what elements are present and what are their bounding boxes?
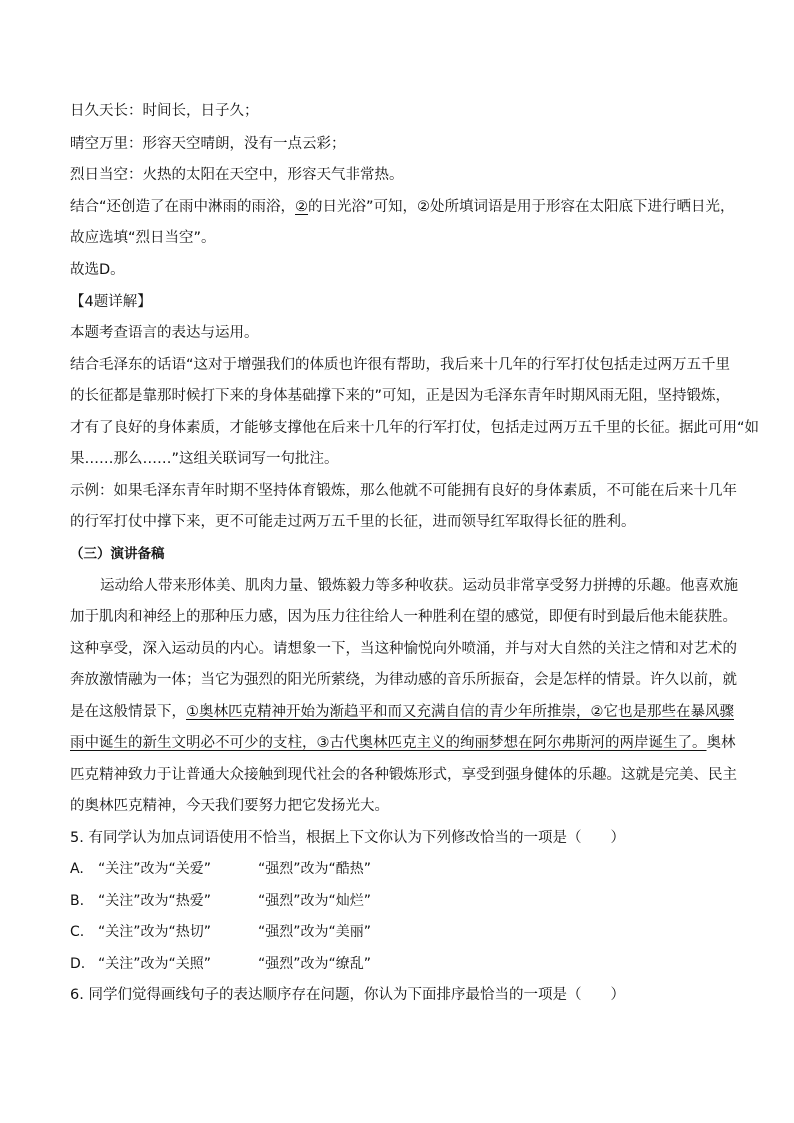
- option-letter: B.: [70, 893, 85, 909]
- passage-line-7: 匹克精神致力于让普通大众接触到现代社会的各种锻炼形式，享受到强身健体的乐趣。这就是完美、民主: [70, 767, 737, 783]
- q3-explanation-line-1: [70, 197, 735, 217]
- definition-3: 烈日当空：火热的太阳在天空中，形容天气非常热。: [70, 167, 404, 183]
- q4-line-3: 的长征都是靠那时候打下来的身体基础撑下来的”可知，正是因为毛泽东青年时期风雨无阻，坚持锻炼，: [70, 388, 731, 404]
- passage-line-3: 这种享受，深入运动员的内心。请想象一下，当这种愉悦向外喷涌，并与对大自然的关注之情和对艺术的: [70, 641, 737, 657]
- definition-2: 晴空万里：形容天空晴朗，没有一点云彩；: [70, 136, 346, 152]
- passage-line-8: 的奥林匹克精神，今天我们要努力把它发扬光大。: [70, 798, 389, 814]
- q4-line-6: 示例：如果毛泽东青年时期不坚持体育锻炼，那么他就不可能拥有良好的身体素质，不可能在后来十几年: [70, 483, 737, 499]
- q4-heading: 【4题详解】: [70, 294, 152, 310]
- passage-line-1: 运动给人带来形体美、肌肉力量、锻炼毅力等多种收获。运动员非常享受努力拼搏的乐趣。他喜欢施: [100, 578, 738, 594]
- q5-option-b: [70, 891, 371, 911]
- underlined-sentence-part-2: 雨中诞生的新生文明必不可少的支柱，③古代奥林匹克主义的绚丽梦想在阿尔弗斯河的两岸诞生了。: [70, 735, 707, 751]
- q3-explanation-pre: 结合“还创造了在雨中淋雨的雨浴，: [70, 199, 296, 215]
- option-letter: C.: [70, 924, 85, 940]
- q4-line-7: 的行军打仗中撑下来，更不可能走过两万五千里的长征，进而领导红军取得长征的胜利。: [70, 514, 636, 530]
- q3-answer: 故选D。: [70, 262, 125, 278]
- passage-line-4: 奔放激情融为一体；当它为强烈的阳光所萦绕，为律动感的音乐所振奋，会是怎样的情景。许久以前，就: [70, 672, 737, 688]
- passage-line-2: 加于肌肉和神经上的那种压力感，因为压力往往给人一种胜利在望的感觉，即便有时到最后他未能获胜。: [70, 609, 737, 625]
- q4-line-2: 结合毛泽东的话语“这对于增强我们的体质也许很有帮助，我后来十几年的行军打仗包括走过两万五千里: [70, 357, 731, 373]
- option-letter: A.: [70, 861, 84, 877]
- q4-line-4: 才有了良好的身体素质，才能够支撑他在后来十几年的行军打仗，包括走过两万五千里的长征。据此可用“如: [70, 420, 760, 436]
- option-first-change: “关注”改为“关爱”: [98, 861, 212, 877]
- q5-option-c: [70, 922, 371, 942]
- definition-1: 日久天长：时间长，日子久；: [70, 103, 259, 119]
- option-second-change: “强烈”改为“美丽”: [258, 924, 372, 940]
- passage-line-5: [70, 702, 735, 722]
- underlined-sentence-part-1: ①奥林匹克精神开始为渐趋平和而又充满自信的青少年所推崇，②它也是那些在暴风骤: [186, 704, 734, 720]
- q4-line-5: 果……那么……”这组关联词写一句批注。: [70, 451, 339, 467]
- passage-line-6-post: 奥林: [706, 735, 736, 751]
- option-letter: D.: [70, 956, 86, 972]
- q5-option-d: [70, 954, 371, 974]
- q5-stem: 5. 有同学认为加点词语使用不恰当，根据上下文你认为下列修改恰当的一项是（ ）: [70, 830, 625, 846]
- passage-line-6: [70, 733, 735, 753]
- q5-option-a: [70, 859, 371, 879]
- option-first-change: “关注”改为“热切”: [98, 924, 212, 940]
- q3-explanation-line-2: 故应选填“烈日当空”。: [70, 230, 216, 246]
- passage-line-5-pre: 是在这般情景下，: [70, 704, 186, 720]
- option-first-change: “关注”改为“热爱”: [98, 893, 212, 909]
- q4-line-1: 本题考查语言的表达与运用。: [70, 325, 259, 341]
- option-first-change: “关注”改为“关照”: [98, 956, 212, 972]
- q3-explanation-post: 的日光浴”可知，②处所填词语是用于形容在太阳底下进行晒日光，: [308, 199, 735, 215]
- section-title: （三）演讲备稿: [70, 546, 165, 562]
- option-second-change: “强烈”改为“酷热”: [258, 861, 372, 877]
- option-second-change: “强烈”改为“缭乱”: [258, 956, 372, 972]
- q6-stem: 6. 同学们觉得画线句子的表达顺序存在问题，你认为下面排序最恰当的一项是（ ）: [70, 987, 625, 1003]
- q3-blank-marker: ②: [295, 199, 309, 215]
- option-second-change: “强烈”改为“灿烂”: [258, 893, 372, 909]
